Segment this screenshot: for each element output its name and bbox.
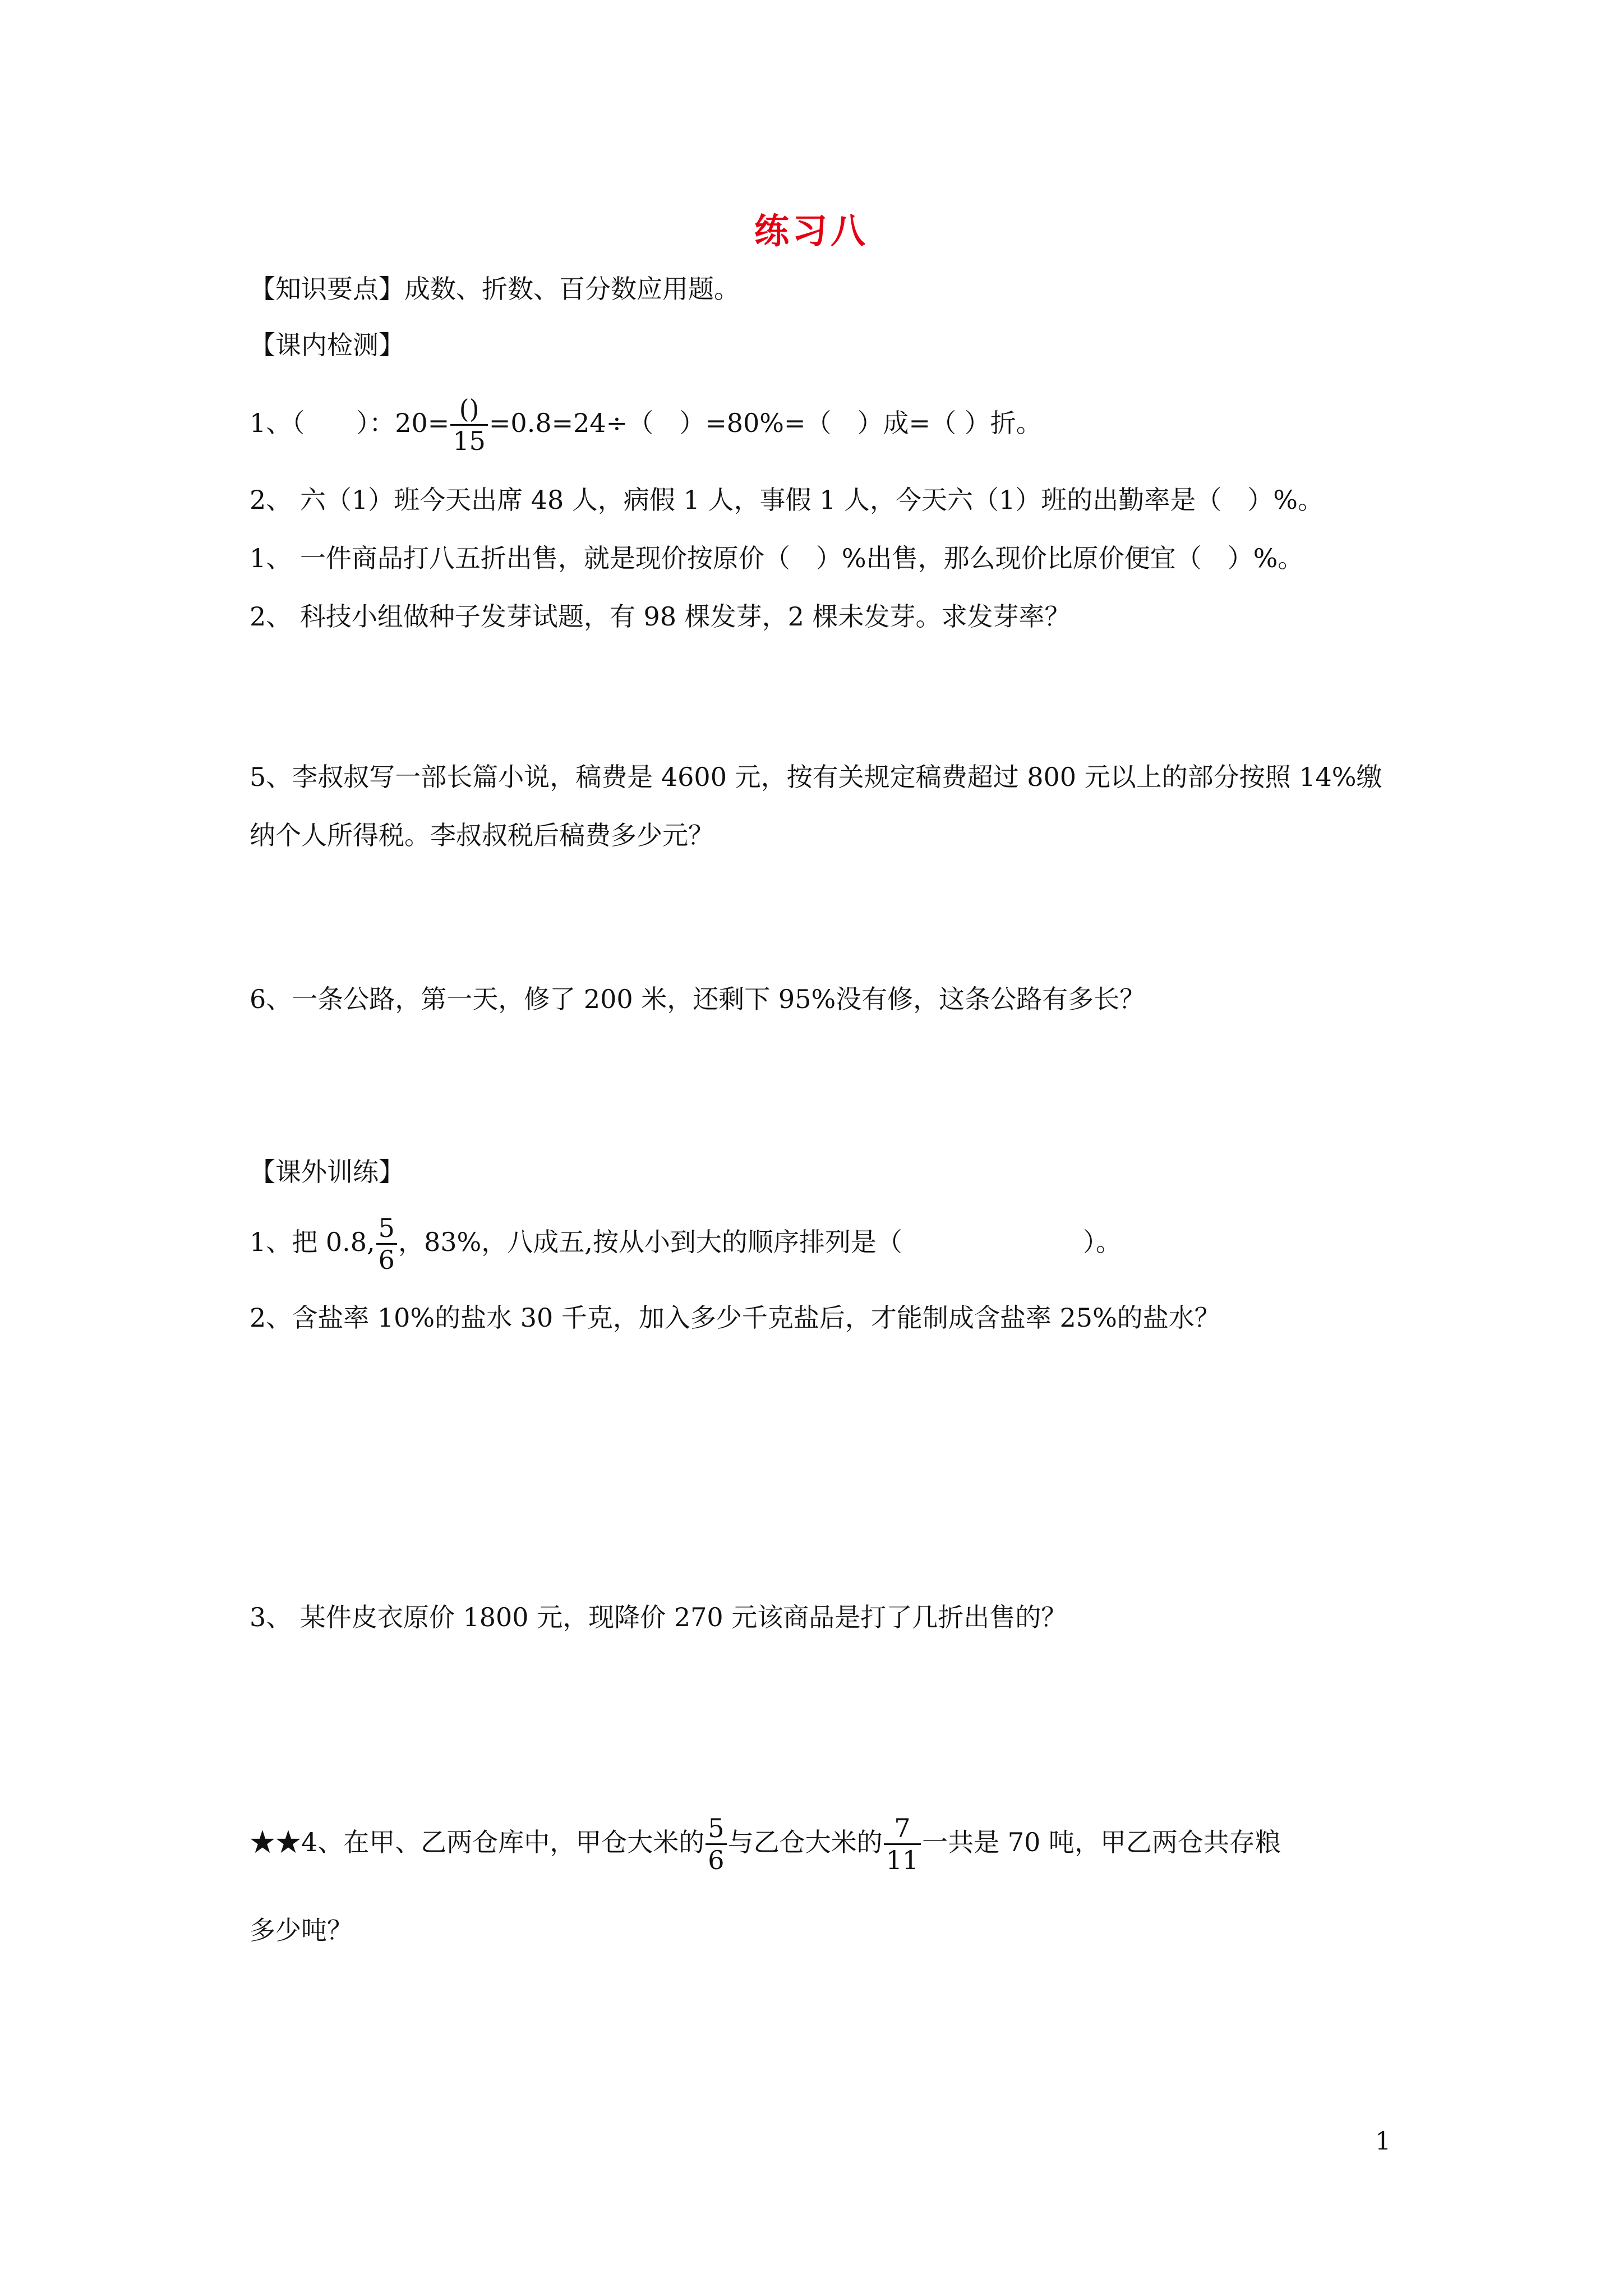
fraction-denominator: 6: [378, 1245, 395, 1276]
in-class-heading: 【课内检测】: [250, 330, 404, 360]
fraction-denominator: 15: [453, 426, 486, 457]
question-1: [250, 394, 1042, 457]
exercise-2: 2、含盐率 10%的盐水 30 千克，加入多少千克盐后，才能制成含盐率 25%的盐水？: [250, 1303, 1220, 1333]
fraction-7-11: [884, 1813, 921, 1876]
exercise-4-line-1: [250, 1813, 1281, 1876]
fraction-denominator: 6: [708, 1845, 725, 1876]
exercise-1-pre: 1、把 0.8,: [250, 1226, 375, 1257]
exercise-4-line-2: 多少吨？: [250, 1915, 353, 1945]
fraction-5-6: [706, 1813, 726, 1876]
question-6: 6、一条公路，第一天，修了 200 米，还剩下 95%没有修，这条公路有多长？: [250, 984, 1146, 1014]
question-4: 2、 科技小组做种子发芽试题，有 98 棵发芽，2 棵未发芽。求发芽率？: [250, 601, 1071, 632]
question-2: 2、 六（1）班今天出席 48 人，病假 1 人，事假 1 人，今天六（1）班的出勤率是（ ）%。: [250, 485, 1324, 515]
out-class-heading: 【课外训练】: [250, 1157, 404, 1187]
exercise-4-post: 一共是 70 吨，甲乙两仓共存粮: [922, 1826, 1281, 1857]
exercise-4-mid: 与乙仓大米的: [727, 1826, 883, 1857]
exercise-1-post: ，83%，八成五,按从小到大的顺序排列是（ ）。: [398, 1226, 1122, 1257]
question-5-line-1: 5、李叔叔写一部长篇小说，稿费是 4600 元，按有关规定稿费超过 800 元以上的部分按照 14%缴: [250, 762, 1382, 792]
fraction-denominator: 11: [886, 1845, 919, 1876]
exercise-1: [250, 1213, 1122, 1276]
question-1-post: =0.8=24÷（ ）=80%=（ ）成=（ ）折。: [488, 407, 1042, 438]
page-number: 1: [1375, 2127, 1391, 2156]
fraction-numerator: 7: [884, 1813, 921, 1845]
page-title: 练习八: [754, 210, 869, 251]
fraction-numerator: (): [450, 394, 488, 426]
question-1-pre: 1、（ ）：20=: [250, 407, 450, 438]
fraction-numerator: 5: [706, 1813, 726, 1845]
question-5-line-2: 纳个人所得税。李叔叔税后稿费多少元？: [250, 820, 714, 850]
fraction-numerator: 5: [376, 1213, 397, 1245]
exercise-3: 3、 某件皮衣原价 1800 元，现降价 270 元该商品是打了几折出售的？: [250, 1602, 1067, 1632]
exercise-4-pre: ★★4、在甲、乙两仓库中，甲仓大米的: [250, 1826, 705, 1857]
question-3: 1、 一件商品打八五折出售，就是现价按原价（ ）%出售，那么现价比原价便宜（ ）%。: [250, 543, 1304, 573]
fraction-blank-over-15: [450, 394, 488, 457]
fraction-5-6: [376, 1213, 397, 1276]
knowledge-points: 【知识要点】成数、折数、百分数应用题。: [250, 274, 740, 304]
